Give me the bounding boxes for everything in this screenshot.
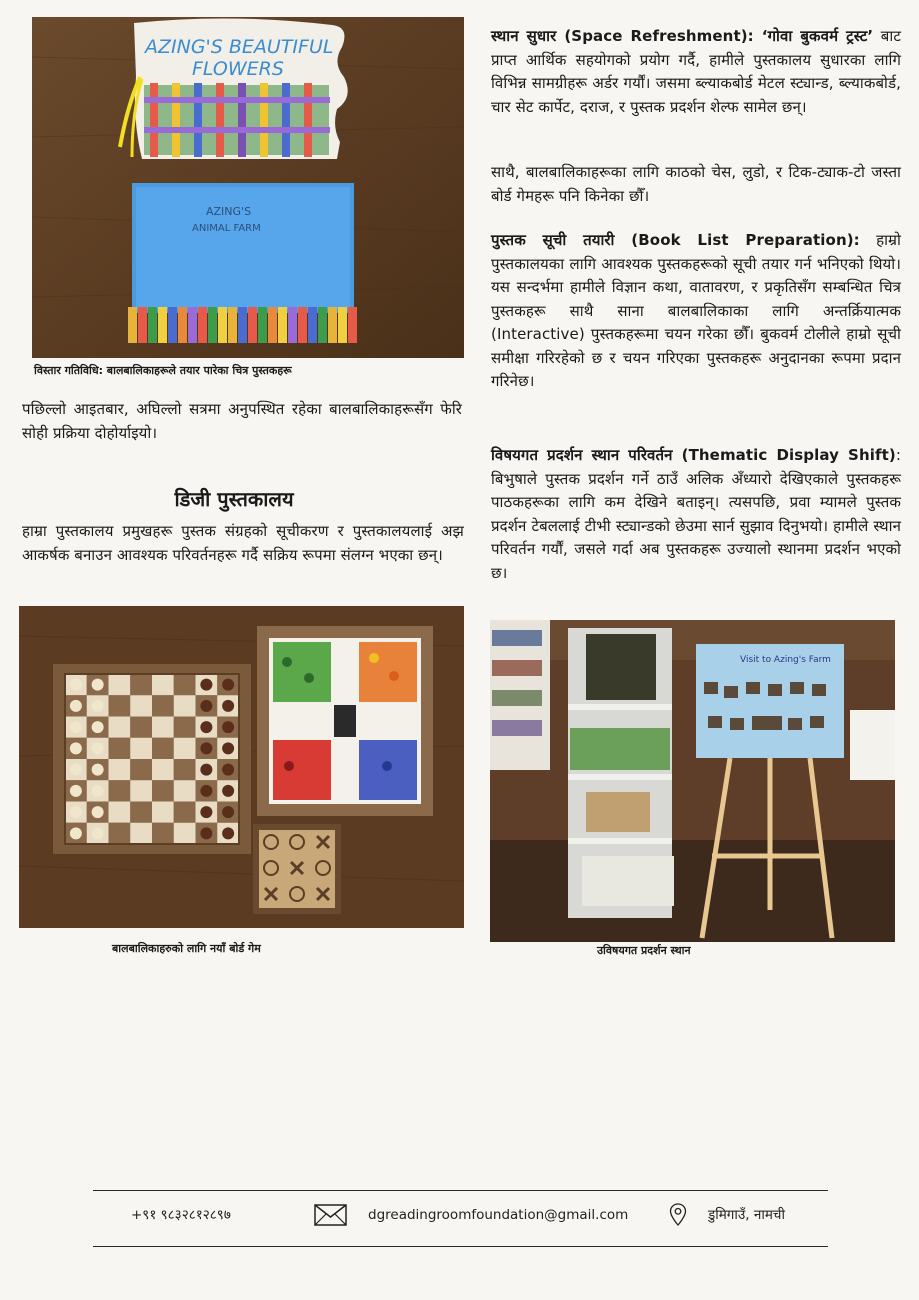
footer-email-link[interactable]: dgreadingroomfoundation@gmail.com: [368, 1207, 629, 1223]
picture-books-photo: [32, 17, 464, 358]
display-board-title: Visit to Azing's Farm: [740, 655, 831, 665]
footer-top-divider: [93, 1190, 828, 1191]
location-pin-icon: [669, 1203, 687, 1227]
repeat-session-paragraph: पछिल्लो आइतबार, अघिल्लो सत्रमा अनुपस्थित रहेका बालबालिकाहरूसँग फेरि सोही प्रक्रिया दोहोर्याइयो।: [22, 400, 462, 442]
thematic-display-body: : बिभुषाले पुस्तक प्रदर्शन गर्ने ठाउँ अलिक अँध्यारो देखिएकाले पुस्तकहरू पाठकहरूका लागि कम देखिने बताइन्। त्यसपछि, प्रवा म्यामले पुस्तक प्रदर्शन टेबललाई टीभी स्ट्यान्डको छेउमा सार्न सुझाव दिनुभयो। हामीले स्थान परिवर्तन गर्यौं, जसले गर्दा अब पुस्तकहरू उज्यालो स्थानमा प्रदर्शन भएको छ।: [491, 446, 901, 582]
board-games-photo: [19, 606, 464, 928]
thematic-display-caption: उविषयगत प्रदर्शन स्थान: [597, 944, 691, 957]
thematic-display-paragraph: [491, 444, 901, 585]
book2-title-line2: ANIMAL FARM: [192, 223, 261, 234]
mail-icon: [314, 1204, 347, 1226]
space-refreshment-body: बाट प्राप्त आर्थिक सहयोगको प्रयोग गर्दै, हामीले पुस्तकालय सुधारका लागि विभिन्न सामग्रीहरू अर्डर गर्यौं। जसमा ब्ल्याकबोर्ड मेटल स्ट्यान्ड, ब्ल्याकबोर्ड, चार सेट कार्पेट, दराज, र पुस्तक प्रदर्शन शेल्फ सामेल छन्।: [491, 27, 901, 116]
library-intro-paragraph: हाम्रा पुस्तकालय प्रमुखहरू पुस्तक संग्रहको सूचीकरण र पुस्तकालयलाई अझ आकर्षक बनाउन आवश्यक परिवर्तनहरू गर्दै सक्रिय रूपमा संलग्न भएका छन्।: [22, 522, 464, 564]
section-heading: डिजी पुस्तकालय: [174, 487, 294, 511]
book-list-body: हाम्रो पुस्तकालयका लागि आवश्यक पुस्तकहरूको सूची तयार गर्न भनिएको थियो। यस सन्दर्भमा हामीले विज्ञान कथा, वातावरण, र प्रकृतिसँग सम्बन्धित चित्र पुस्तकहरू साथै साना बालबालिकाका लागि अन्तर्क्रियात्मक (Interactive) पुस्तकहरूमा चयन गरेका छौँ। बुकवर्म टोलीले हाम्रो सूची समीक्षा गरिरहेको छ र चयन गरिएका पुस्तकहरू अनुदानका रूपमा प्रदान गरिनेछ।: [491, 231, 902, 390]
space-refreshment-lead: स्थान सुधार (Space Refreshment): ‘गोवा बुकवर्म ट्रस्ट’: [491, 27, 874, 45]
book2-title-line1: AZING'S: [206, 205, 252, 218]
footer-bottom-divider: [93, 1246, 828, 1247]
book1-title-line2: FLOWERS: [192, 58, 284, 80]
book1-title-line1: AZING'S BEAUTIFUL: [145, 36, 334, 58]
board-games-caption: बालबालिकाहरुको लागि नयाँ बोर्ड गेम: [112, 942, 261, 955]
space-refreshment-paragraph: [491, 25, 901, 119]
footer-address: डुमिगाउँ, नामची: [708, 1207, 786, 1223]
book-list-paragraph: [491, 229, 901, 394]
thematic-display-photo: [490, 620, 895, 942]
board-games-paragraph: साथै, बालबालिकाहरूका लागि काठको चेस, लुडो, र टिक-ट्याक-टो जस्ता बोर्ड गेमहरू पनि किनेका छौँ।: [491, 163, 901, 205]
thematic-display-lead: विषयगत प्रदर्शन स्थान परिवर्तन (Thematic Display Shift): [491, 446, 896, 464]
book-list-lead: पुस्तक सूची तयारी (Book List Preparation):: [491, 231, 860, 249]
picture-books-caption: विस्तार गतिविधि: बालबालिकाहरूले तयार पारेका चित्र पुस्तकहरू: [34, 364, 292, 377]
footer-phone: +९१ ९८३२८१२८९७: [131, 1207, 231, 1223]
